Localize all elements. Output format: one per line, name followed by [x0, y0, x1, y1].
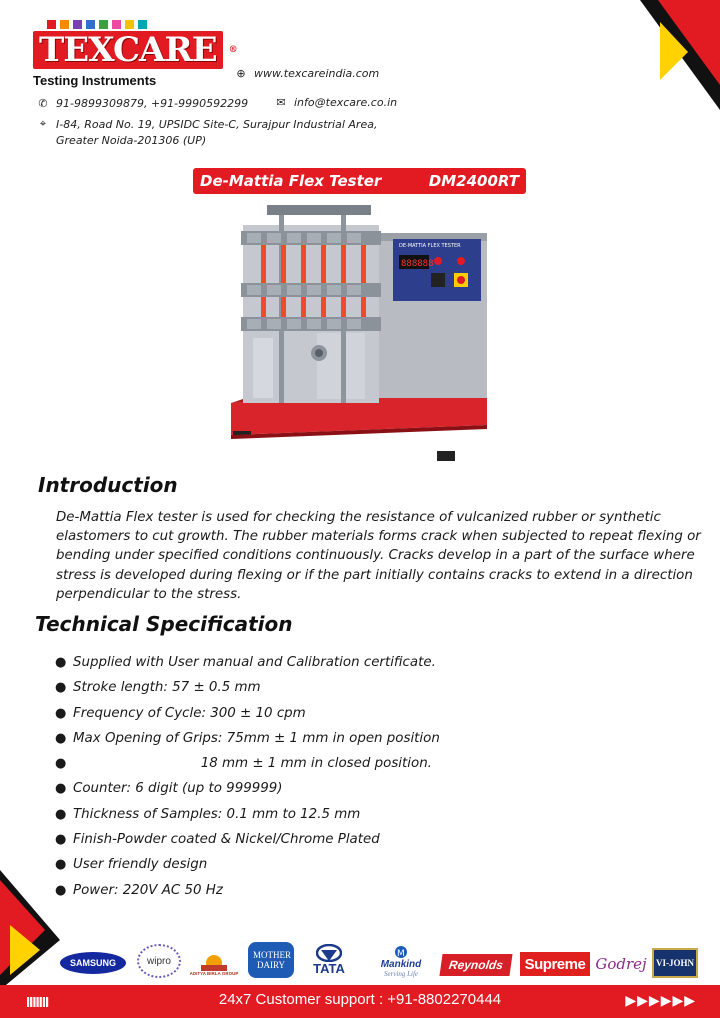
- panel-label: DE-MATTIA FLEX TESTER: [399, 243, 461, 249]
- list-item: ● Finish-Powder coated & Nickel/Chrome Plated: [55, 827, 440, 852]
- bullet-icon: ●: [55, 806, 67, 822]
- client-logo-mankind: M Mankind Serving Life: [369, 942, 433, 980]
- client-logo-godrej: Godrej: [595, 955, 647, 973]
- list-item: ● Thickness of Samples: 0.1 mm to 12.5 mm: [55, 802, 440, 827]
- logo-tagline: Testing Instruments: [33, 73, 157, 88]
- website-link[interactable]: www.texcareindia.com: [254, 67, 380, 80]
- email-row[interactable]: [274, 96, 397, 109]
- bottom-left-corner-decoration: [0, 870, 60, 990]
- location-pin-icon: ⌖: [39, 117, 47, 130]
- bullet-icon: ●: [55, 857, 67, 873]
- phone-row: [36, 97, 248, 110]
- bullet-icon: ●: [55, 730, 67, 746]
- bullet-icon: ●: [55, 781, 67, 797]
- mankind-emblem-icon: [392, 945, 410, 959]
- email-link[interactable]: info@texcare.co.in: [294, 96, 398, 109]
- customer-support-text: 24x7 Customer support : +91-8802270444: [218, 991, 502, 1008]
- website-row[interactable]: [234, 67, 379, 80]
- list-item: ● Supplied with User manual and Calibration certificate.: [55, 650, 440, 675]
- client-logo-supreme: Supreme: [520, 952, 590, 976]
- svg-text:888888: 888888: [401, 259, 434, 269]
- product-title-bar: [193, 168, 526, 194]
- company-logo: [33, 20, 237, 88]
- flex-tester-machine-image: [225, 203, 493, 465]
- list-item: ● User friendly design: [55, 852, 440, 877]
- client-logo-vi-john: VI-JOHN: [652, 948, 698, 978]
- top-right-corner-decoration: [620, 0, 720, 110]
- client-logo-mother-dairy: MOTHER DAIRY: [248, 942, 294, 978]
- svg-text:M: M: [397, 948, 405, 959]
- logo-color-dots: [47, 20, 178, 29]
- client-logo-tata: TATA: [306, 940, 352, 980]
- introduction-body: De-Mattia Flex tester is used for checking the resistance of vulcanized rubber or synthetic elastomers to cut growth. The rubber materials forms crack when subjected to repeat flexing or bending under specified conditions continuously. Cracks develop in a part of the surface where stress is developed during flexing or if the part initially contains cracks to extend in a direction perpendicular to the stress.: [56, 510, 701, 602]
- support-footer-bar: [0, 985, 720, 1018]
- phone-icon: ✆: [38, 97, 48, 110]
- list-item: ● Counter: 6 digit (up to 999999): [55, 776, 440, 801]
- list-item: ● Power: 220V AC 50 Hz: [55, 878, 440, 903]
- email-icon: ✉: [276, 96, 286, 109]
- tata-emblem-icon: [316, 944, 342, 962]
- address-line-2: Greater Noida-201306 (UP): [56, 134, 207, 147]
- aditya-birla-sun-icon: [201, 951, 227, 971]
- product-name: De-Mattia Flex Tester: [200, 172, 382, 190]
- globe-icon: ⊕: [236, 67, 246, 80]
- phone-numbers: 91-9899309879, +91-9990592299: [56, 97, 249, 110]
- introduction-heading: Introduction: [38, 473, 178, 497]
- footer-left-marks: IIIIIII: [26, 994, 49, 1011]
- list-item: ● 18 mm ± 1 mm in closed position.: [55, 751, 440, 776]
- bullet-icon: ●: [55, 680, 67, 696]
- list-item: ● Frequency of Cycle: 300 ± 10 cpm: [55, 701, 440, 726]
- footer-arrow-icons: ▶▶▶▶▶▶: [625, 992, 696, 1008]
- bullet-icon: ●: [55, 756, 67, 772]
- list-item: ● Max Opening of Grips: 75mm ± 1 mm in open position: [55, 726, 440, 751]
- address-row: [36, 117, 377, 149]
- client-logos-strip: [60, 940, 700, 980]
- client-logo-wipro: wipro: [137, 944, 181, 978]
- specification-list: [55, 650, 440, 903]
- bullet-icon: ●: [55, 882, 67, 898]
- client-logo-aditya-birla: ADITYA BIRLA GROUP: [188, 946, 240, 980]
- specification-heading: Technical Specification: [35, 612, 293, 636]
- bullet-icon: ●: [55, 832, 67, 848]
- bullet-icon: ●: [55, 655, 67, 670]
- client-logo-samsung: SAMSUNG: [60, 952, 126, 974]
- bullet-icon: ●: [55, 705, 67, 721]
- client-logo-reynolds: Reynolds: [439, 954, 512, 976]
- logo-wordmark: TEXCARE ®: [33, 31, 223, 69]
- list-item: ● Stroke length: 57 ± 0.5 mm: [55, 675, 440, 700]
- product-model: DM2400RT: [428, 172, 519, 190]
- address-line-1: I-84, Road No. 19, UPSIDC Site-C, Surajpur Industrial Area,: [56, 118, 378, 131]
